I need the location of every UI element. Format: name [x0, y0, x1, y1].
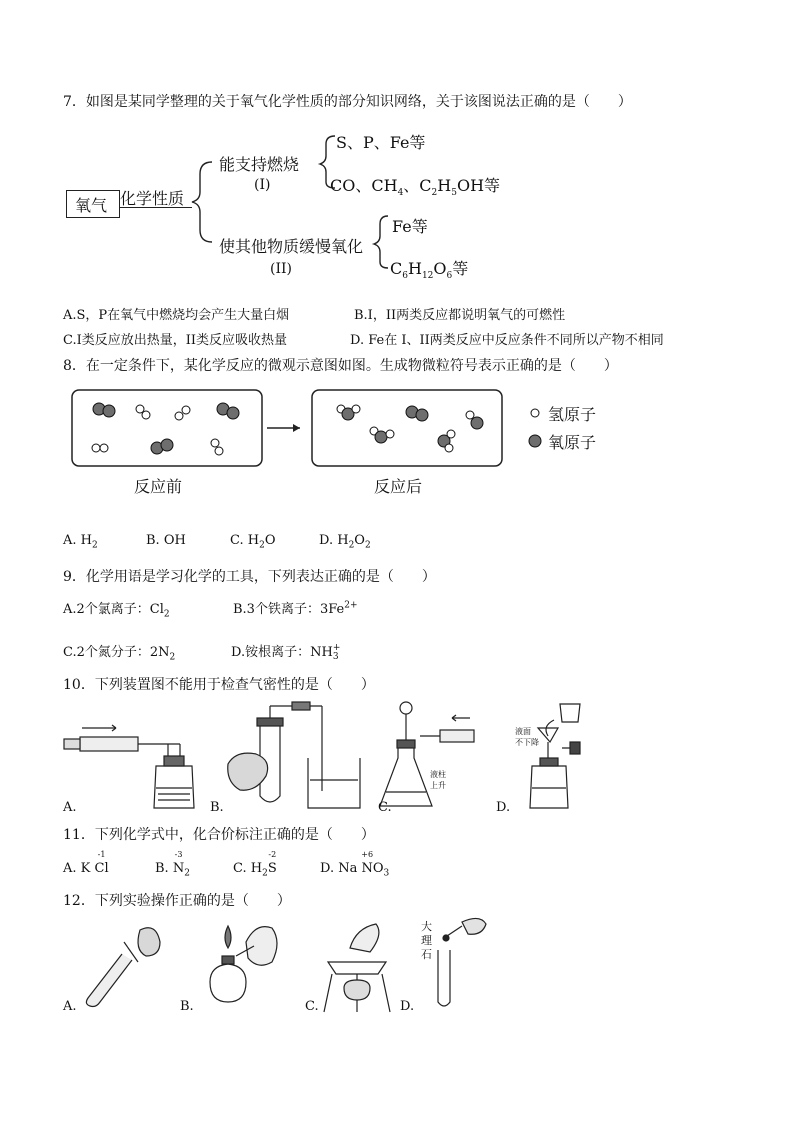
q10-apparatus-figures	[60, 696, 600, 814]
q8-before-label: 反应前	[134, 477, 183, 496]
q9-option-d[interactable]: D.铵根离子：NH + 3	[231, 642, 341, 662]
q7-root-label: 氧气	[75, 196, 108, 215]
q10-d-note-line1: 液面	[515, 727, 531, 736]
q7-branch1-label: 能支持燃烧	[219, 155, 300, 174]
product-molecule	[438, 430, 455, 452]
q8-legend-hydrogen-label: 氢原子	[548, 405, 597, 424]
q8-legend-oxygen-label: 氧原子	[548, 433, 597, 452]
oxygen-molecule	[93, 403, 115, 417]
q8-option-d[interactable]: D. $H_2O_2$	[319, 533, 371, 551]
hydrogen-atom-legend-icon	[531, 409, 539, 417]
q12-option-c[interactable]: C.	[305, 999, 319, 1014]
q7-branch1-number: (I)	[254, 177, 271, 193]
product-molecule	[337, 405, 360, 420]
q10-d-bottle-funnel	[530, 704, 580, 808]
q10-d-note-line2: 不下降	[515, 738, 539, 747]
oxygen-atom-legend-icon	[529, 435, 541, 447]
q8-option-a[interactable]: A. $H_2$	[63, 533, 98, 551]
q10-option-a[interactable]: A.	[63, 800, 77, 815]
q12-b-alcohol-lamps	[210, 926, 277, 1002]
hydrogen-molecule	[136, 405, 150, 419]
q12-stem: 12．下列实验操作正确的是（ ）	[63, 893, 291, 909]
q7-branch2-label: 使其他物质缓慢氧化	[219, 237, 364, 256]
q12-marble-label: 大理石	[421, 920, 432, 961]
q9-option-a[interactable]: A.2个氯离子：$Cl_2$	[63, 602, 170, 620]
q10-option-d[interactable]: D.	[496, 800, 511, 815]
oxygen-molecule	[406, 406, 428, 421]
q11-option-a[interactable]: A. K -1 Cl	[63, 850, 109, 876]
q7-option-a[interactable]: A.S，P在氧气中燃烧均会产生大量白烟	[63, 308, 290, 323]
q10-c-note-line2: 上升	[430, 781, 446, 790]
q10-stem: 10．下列装置图不能用于检查气密性的是（ ）	[63, 677, 375, 693]
q8-option-c[interactable]: C. $H_2O$	[230, 533, 276, 551]
q7-branch1-item-b: CO、$CH_4$、$C_2H_5OH$等	[330, 176, 501, 199]
q9-stem: 9．化学用语是学习化学的工具，下列表达正确的是（ ）	[63, 569, 436, 585]
q10-c-note-line1: 液柱	[430, 770, 446, 779]
q7-edge-label: 化学性质	[120, 189, 185, 208]
q7-option-d[interactable]: D. Fe在 I、II两类反应中反应条件不同所以产物不相同	[350, 333, 664, 348]
hydrogen-molecule	[175, 406, 190, 420]
q7-branch2-number: (II)	[270, 261, 292, 277]
q7-option-b[interactable]: B.I，II两类反应都说明氧气的可燃性	[354, 308, 566, 323]
q11-stem: 11．下列化学式中，化合价标注正确的是（ ）	[63, 827, 375, 843]
q8-stem: 8．在一定条件下，某化学反应的微观示意图如图。生成物微粒符号表示正确的是（ ）	[63, 358, 618, 374]
q12-option-d[interactable]: D.	[400, 999, 415, 1014]
q7-branch1-item-a: S、P、Fe等	[336, 133, 426, 152]
hydrogen-molecule	[211, 439, 223, 455]
q10-c-flask-syringe	[380, 702, 474, 806]
oxygen-molecule	[217, 403, 239, 419]
q12-operation-figures	[60, 912, 500, 1014]
q9-option-b[interactable]: B.3个铁离子：$3Fe^{2+}$	[233, 600, 358, 617]
q10-option-c[interactable]: C.	[378, 800, 392, 815]
q12-d-test-tube-marble	[438, 918, 486, 1006]
q7-branch2-item-a: Fe等	[392, 217, 428, 236]
product-molecule	[370, 427, 394, 443]
q7-stem: 7．如图是某同学整理的关于氧气化学性质的部分知识网络，关于该图说法正确的是（ ）	[63, 94, 632, 110]
q7-option-c[interactable]: C.I类反应放出热量，II类反应吸收热量	[63, 333, 288, 348]
q10-option-b[interactable]: B.	[210, 800, 224, 815]
oxygen-molecule	[151, 439, 173, 454]
q7-edge-underline	[120, 207, 192, 208]
q9-option-c[interactable]: C.2个氮分子：$2N_2$	[63, 645, 176, 663]
q11-option-d[interactable]: D. Na +6 $NO_3$	[320, 850, 390, 879]
q10-b-test-tube-beaker	[228, 702, 360, 808]
q11-option-c[interactable]: C. $H_2$ -2 S	[233, 850, 277, 879]
q8-before-box	[72, 390, 262, 466]
hydrogen-molecule	[92, 444, 108, 452]
q12-c-evaporating-dish	[324, 924, 390, 1012]
q12-a-test-tube-dropper	[86, 928, 160, 1007]
q8-after-label: 反应后	[374, 477, 423, 496]
q11-option-b[interactable]: B. -3 $N_2$	[155, 850, 190, 879]
q12-option-a[interactable]: A.	[63, 999, 77, 1014]
q8-option-b[interactable]: B. OH	[146, 533, 186, 548]
q10-a-syringe-bottle	[64, 725, 194, 808]
q12-option-b[interactable]: B.	[180, 999, 194, 1014]
product-molecule	[466, 411, 483, 429]
q7-branch2-item-b: $C_6H_{12}O_6$等	[390, 259, 469, 282]
